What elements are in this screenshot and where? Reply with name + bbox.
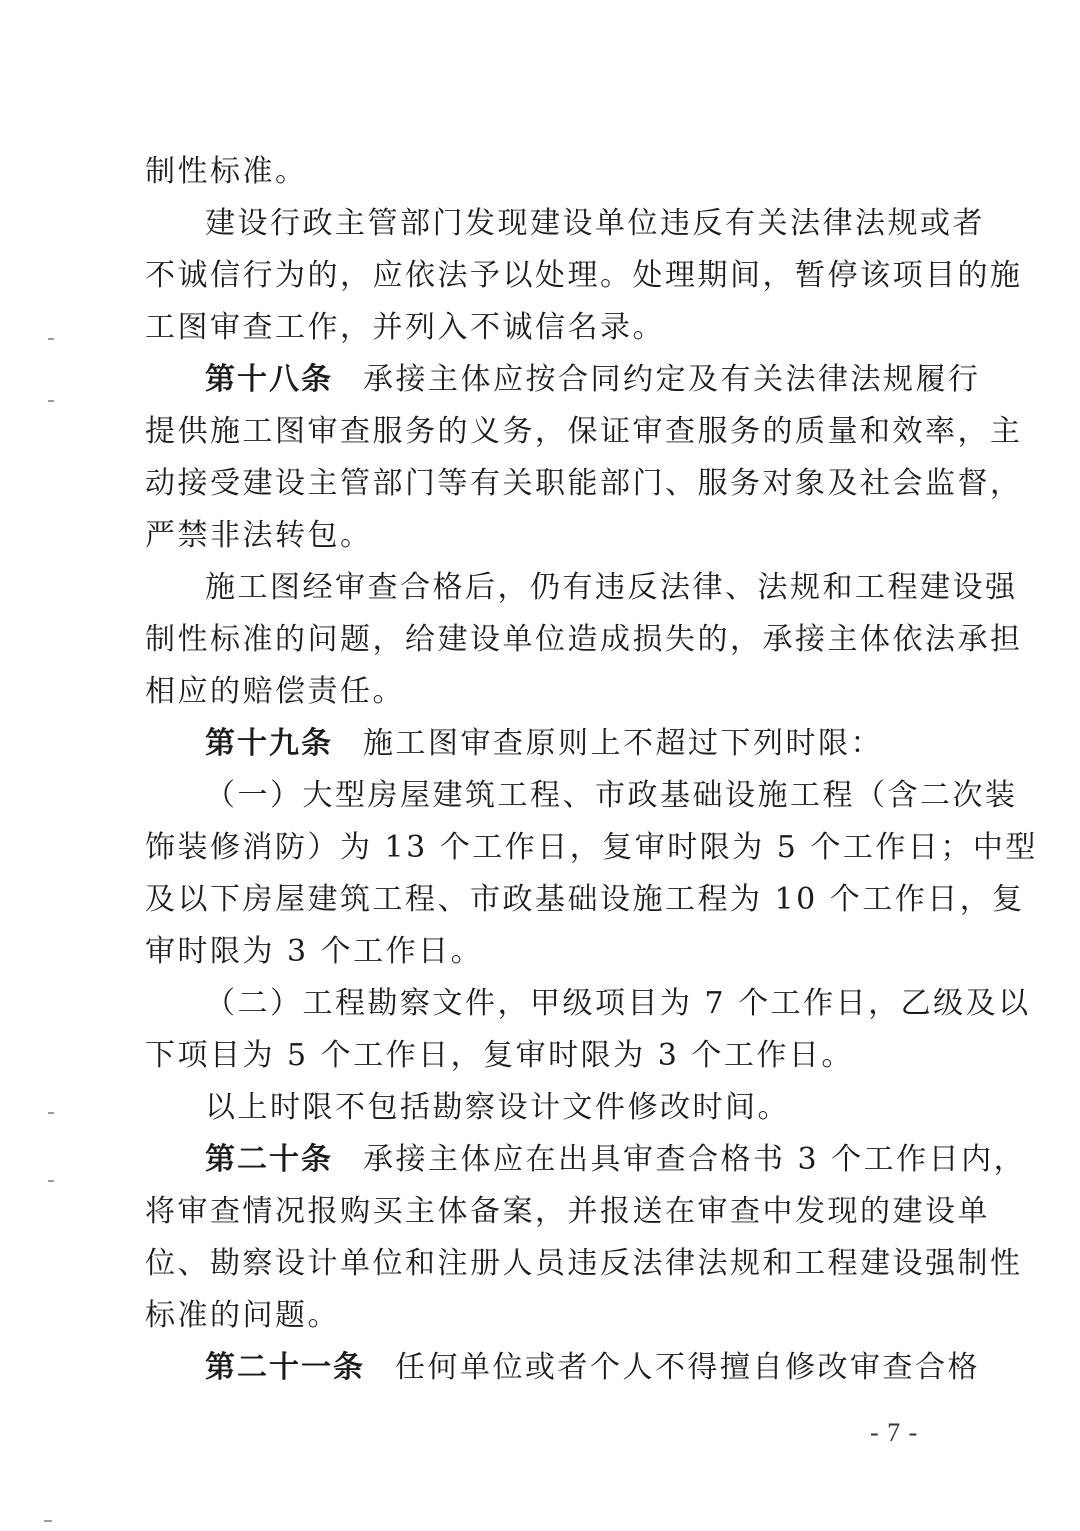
article-19-first-line xyxy=(205,718,925,770)
article-20-first-line xyxy=(205,1134,1027,1186)
text-line: 及以下房屋建筑工程、市政基础设施工程为 10 个工作日，复 xyxy=(145,882,1025,917)
text-span: 任何单位或者个人不得擅自修改审查合格 xyxy=(395,1350,980,1385)
article-18-first-line xyxy=(205,354,981,406)
text-span: 施工图审查原则上不超过下列时限： xyxy=(363,726,883,761)
article-21-first-line xyxy=(205,1342,980,1394)
text-line: 不诚信行为的，应依法予以处理。处理期间，暂停该项目的施 xyxy=(145,258,1023,293)
text-line: 饰装修消防）为 13 个工作日，复审时限为 5 个工作日；中型 xyxy=(145,830,1038,865)
text-line: 以上时限不包括勘察设计文件修改时间。 xyxy=(205,1090,790,1125)
article-heading: 第十九条 xyxy=(205,726,333,761)
text-line: 审时限为 3 个工作日。 xyxy=(145,934,484,969)
text-line: 提供施工图审查服务的义务，保证审查服务的质量和效率，主 xyxy=(145,414,1023,449)
scan-speck xyxy=(48,1112,54,1114)
text-line: 工图审查工作，并列入不诚信名录。 xyxy=(145,310,665,345)
text-span: 承接主体应按合同约定及有关法律法规履行 xyxy=(363,362,981,397)
scan-speck xyxy=(48,400,54,402)
text-line: 标准的问题。 xyxy=(145,1298,340,1333)
scan-speck xyxy=(48,1180,54,1182)
text-line: 施工图经审查合格后，仍有违反法律、法规和工程建设强 xyxy=(205,570,1018,605)
scan-speck xyxy=(44,1520,52,1522)
text-line: 制性标准。 xyxy=(145,154,308,189)
text-line: （二）工程勘察文件，甲级项目为 7 个工作日，乙级及以 xyxy=(205,986,1031,1021)
text-line: 建设行政主管部门发现建设单位违反有关法律法规或者 xyxy=(205,206,985,241)
text-line: 动接受建设主管部门等有关职能部门、服务对象及社会监督， xyxy=(145,466,1023,501)
text-line: 相应的赔偿责任。 xyxy=(145,674,405,709)
text-line: （一）大型房屋建筑工程、市政基础设施工程（含二次装 xyxy=(205,778,1018,813)
text-line: 将审查情况报购买主体备案，并报送在审查中发现的建设单 xyxy=(145,1194,990,1229)
text-span: 承接主体应在出具审查合格书 3 个工作日内， xyxy=(363,1142,1027,1177)
text-line: 制性标准的问题，给建设单位造成损失的，承接主体依法承担 xyxy=(145,622,1023,657)
article-heading: 第二十一条 xyxy=(205,1350,365,1385)
page-number: - 7 - xyxy=(870,1418,919,1447)
article-heading: 第二十条 xyxy=(205,1142,333,1177)
scan-speck xyxy=(48,338,54,340)
article-heading: 第十八条 xyxy=(205,362,333,397)
text-line: 下项目为 5 个工作日，复审时限为 3 个工作日。 xyxy=(145,1038,854,1073)
text-line: 位、勘察设计单位和注册人员违反法律法规和工程建设强制性 xyxy=(145,1246,1023,1281)
text-line: 严禁非法转包。 xyxy=(145,518,373,553)
